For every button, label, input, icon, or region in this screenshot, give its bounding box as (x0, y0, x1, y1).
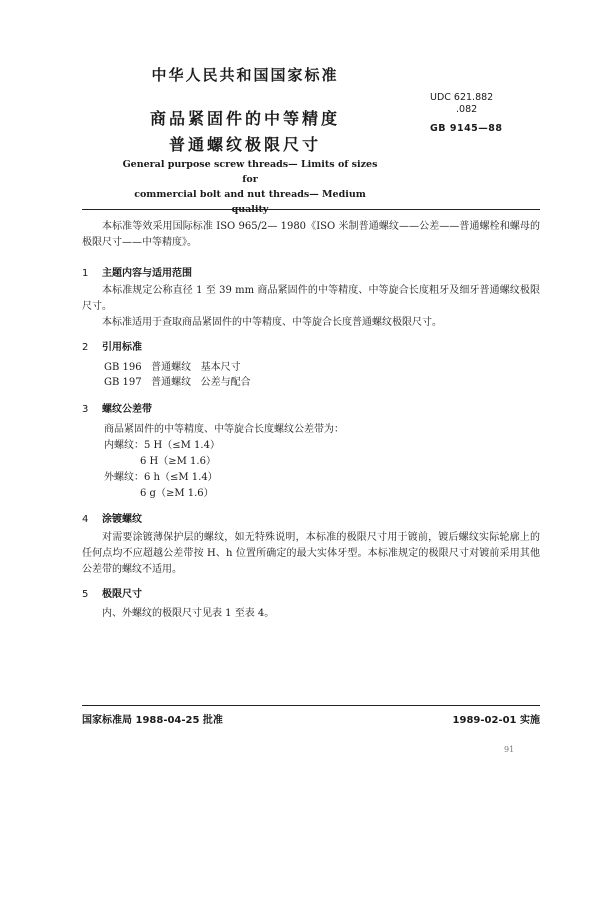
bottom-divider (82, 705, 540, 706)
section-3-heading (82, 400, 152, 415)
chinese-title (120, 106, 370, 158)
section-3-title: 螺纹公差带 (102, 404, 152, 415)
gb-number: GB 9145—88 (430, 123, 503, 134)
effective-date: 1989-02-01 实施 (452, 715, 540, 726)
udc-line-1: UDC 621.882 (430, 92, 494, 103)
section-4-number: 4 (82, 514, 89, 525)
section-4-heading (82, 510, 142, 525)
intro-paragraph: 本标准等效采用国际标准 ISO 965/2— 1980《ISO 米制普通螺纹——公差——普通螺栓和螺母的极限尺寸——中等精度》。 (82, 221, 540, 248)
english-title-line-2: commercial bolt and nut threads— Medium quality (134, 189, 366, 215)
section-1-title: 主题内容与适用范围 (102, 268, 192, 279)
top-divider (82, 209, 540, 210)
section-2-title: 引用标准 (102, 342, 142, 353)
chinese-title-line-2: 普通螺纹极限尺寸 (168, 135, 321, 154)
page-number: 91 (504, 745, 515, 754)
reference-gb-196: GB 196 普通螺纹 基本尺寸 (104, 362, 241, 373)
english-title (120, 157, 380, 217)
section-5-heading (82, 585, 142, 600)
udc-line-2: .082 (456, 104, 478, 115)
internal-thread-5h: 内螺纹：5 H（≤M 1.4） (104, 440, 220, 451)
section-5-title: 极限尺寸 (102, 589, 142, 600)
external-thread-6h: 外螺纹：6 h（≤M 1.4） (104, 472, 218, 483)
section-3-intro: 商品紧固件的中等精度、中等旋合长度螺纹公差带为： (104, 424, 344, 435)
section-4-title: 涂镀螺纹 (102, 514, 142, 525)
section-2-number: 2 (82, 342, 89, 353)
reference-gb-197: GB 197 普通螺纹 公差与配合 (104, 377, 251, 388)
internal-thread-6h: 6 H（≥M 1.6） (140, 456, 216, 467)
chinese-title-line-1: 商品紧固件的中等精度 (149, 109, 340, 128)
external-thread-6g: 6 g（≥M 1.6） (140, 488, 214, 499)
section-4-paragraph: 对需要涂镀薄保护层的螺纹，如无特殊说明，本标准的极限尺寸用于镀前，镀后螺纹实际轮廓上的任何点均不应超越公差带按 H、h 位置所确定的最大实体牙型。本标准规定的极限尺寸对镀前采用其他公差带的螺纹不适用。 (82, 532, 540, 575)
section-1-heading (82, 264, 192, 279)
standard-header-title: 中华人民共和国国家标准 (151, 66, 339, 84)
udc-code (430, 92, 493, 116)
section-5-paragraph: 内、外螺纹的极限尺寸见表 1 至表 4。 (102, 608, 275, 619)
section-3-number: 3 (82, 404, 89, 415)
english-title-line-1: General purpose screw threads— Limits of sizes for (122, 159, 378, 185)
approval-date: 国家标准局 1988-04-25 批准 (82, 715, 223, 726)
section-1-paragraph-2: 本标准适用于查取商品紧固件的中等精度、中等旋合长度普通螺纹极限尺寸。 (102, 317, 442, 328)
section-2-heading (82, 338, 142, 353)
section-5-number: 5 (82, 589, 89, 600)
section-1-paragraph-1: 本标准规定公称直径 1 至 39 mm 商品紧固件的中等精度、中等旋合长度粗牙及细牙普通螺纹极限尺寸。 (82, 285, 540, 312)
section-1-number: 1 (82, 268, 89, 279)
